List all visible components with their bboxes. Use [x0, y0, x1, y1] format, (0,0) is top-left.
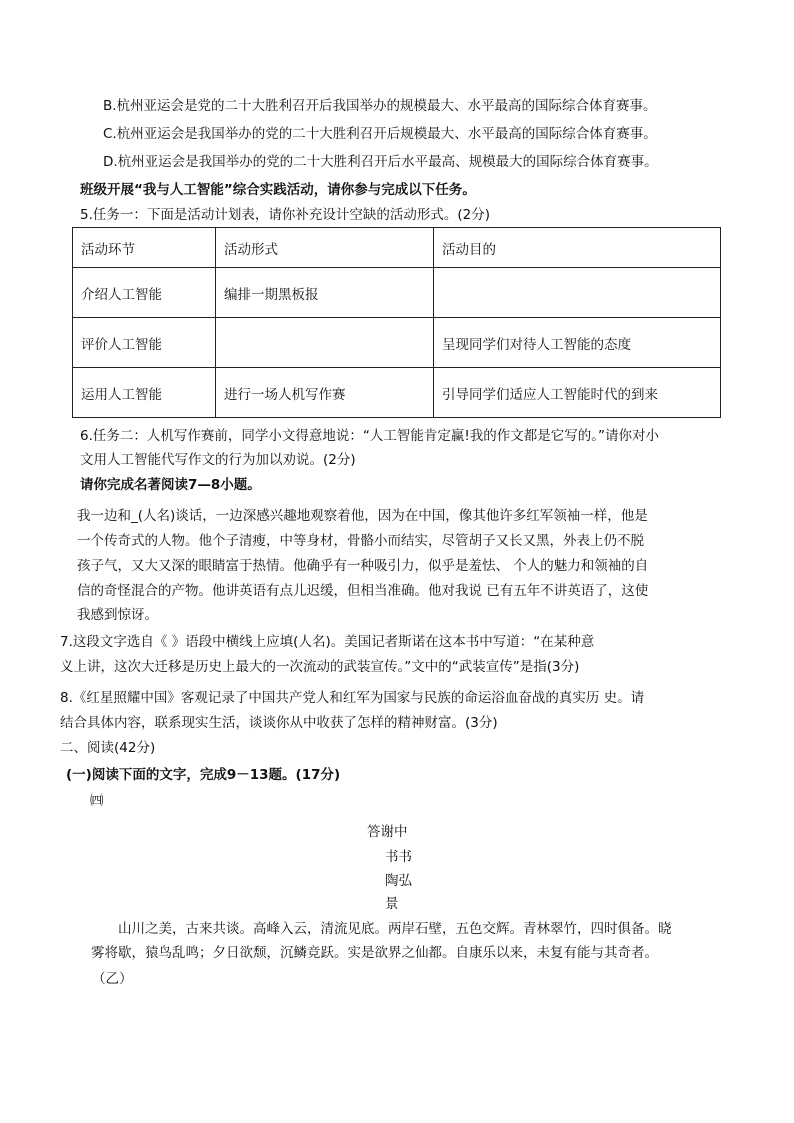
passage-line: 一个传奇式的人物。他个子清瘦，中等身材，骨骼小而结实，尽管胡子又长又黑，外表上仍不脱 — [77, 533, 644, 549]
poem-title-line: 书书 — [385, 849, 412, 865]
table-cell: 引导同学们适应人工智能时代的到来 — [434, 368, 721, 418]
question-5: 5.任务一：下面是活动计划表，请你补充设计空缺的活动形式。(2分) — [80, 207, 491, 223]
prose-line: 山川之美，古来共谈。高峰入云，清流见底。两岸石壁，五色交辉。青林翠竹，四时俱备。晓 — [118, 921, 672, 937]
section-2-heading: 二、阅读(42分) — [60, 740, 156, 756]
option-c: C.杭州亚运会是我国举办的党的二十大胜利召开后规模最大、水平最高的国际综合体育赛事。 — [103, 126, 657, 142]
table-header-cell: 活动环节 — [73, 228, 216, 268]
poem-title-line: 景 — [385, 896, 399, 912]
passage-line: 信的奇怪混合的产物。他讲英语有点儿迟缓，但相当准确。他对我说 已有五年不讲英语了，这使 — [77, 583, 649, 599]
table-cell: 评价人工智能 — [73, 318, 216, 368]
table-header-row — [73, 228, 721, 268]
passage-line: 我感到惊讶。 — [77, 607, 158, 623]
prose-line: 雾将歇，猿鸟乱鸣；夕日欲颓，沉鳞竞跃。实是欲界之仙都。自康乐以来，未复有能与其奇者。 — [91, 945, 658, 961]
table-cell-blank — [216, 318, 434, 368]
option-b: B.杭州亚运会是党的二十大胜利召开后我国举办的规模最大、水平最高的国际综合体育赛事。 — [103, 98, 657, 114]
question-8-line-1: 8.《红星照耀中国》客观记录了中国共产党人和红军为国家与民族的命运浴血奋战的真实历 史。请 — [60, 690, 645, 706]
table-cell — [434, 268, 721, 318]
table-cell: 进行一场人机写作赛 — [216, 368, 434, 418]
poem-title-line: 答谢中 — [367, 824, 408, 840]
passage-line: 我一边和_(人名)谈话，一边深感兴趣地观察着他，因为在中国，像其他许多红军领袖一样，他是 — [77, 508, 648, 524]
poem-title-line: 陶弘 — [385, 873, 412, 889]
question-8-line-2: 结合具体内容，联系现实生活，谈谈你从中收获了怎样的精神财富。(3分) — [60, 715, 498, 731]
passage-jia-label: ㈣ — [90, 793, 104, 809]
passage-yi-label: （乙） — [92, 971, 133, 987]
activity-plan-table — [72, 227, 721, 418]
question-7-line-2: 义上讲，这次大迁移是历史上最大的一次流动的武装宣传。”文中的“武装宣传”是指(3分) — [60, 659, 580, 675]
table-cell: 运用人工智能 — [73, 368, 216, 418]
table-header-cell: 活动目的 — [434, 228, 721, 268]
question-6-line-2: 文用人工智能代写作文的行为加以劝说。(2分) — [80, 452, 356, 468]
question-6-line-1: 6.任务二：人机写作赛前，同学小文得意地说：“人工智能肯定赢!我的作文都是它写的。”请你对小 — [80, 428, 660, 444]
table-row — [73, 318, 721, 368]
question-7-line-1: 7.这段文字选自《 》语段中横线上应填(人名)。美国记者斯诺在这本书中写道：“在某种意 — [60, 634, 595, 650]
table-cell: 呈现同学们对待人工智能的态度 — [434, 318, 721, 368]
table-cell: 介绍人工智能 — [73, 268, 216, 318]
table-row — [73, 268, 721, 318]
option-d: D.杭州亚运会是我国举办的党的二十大胜利召开后水平最高、规模最大的国际综合体育赛事。 — [103, 154, 658, 170]
reading-intro: 请你完成名著阅读7—8小题。 — [80, 477, 261, 493]
table-cell: 编排一期黑板报 — [216, 268, 434, 318]
activity-intro: 班级开展“我与人工智能”综合实践活动，请你参与完成以下任务。 — [80, 182, 476, 198]
table-header-cell: 活动形式 — [216, 228, 434, 268]
table-row — [73, 368, 721, 418]
passage-line: 孩子气，又大又深的眼睛富于热情。他确乎有一种吸引力，似乎是羞怯、 个人的魅力和领袖的自 — [77, 558, 649, 574]
part-1-heading: (一)阅读下面的文字，完成9－13题。(17分) — [66, 767, 341, 783]
